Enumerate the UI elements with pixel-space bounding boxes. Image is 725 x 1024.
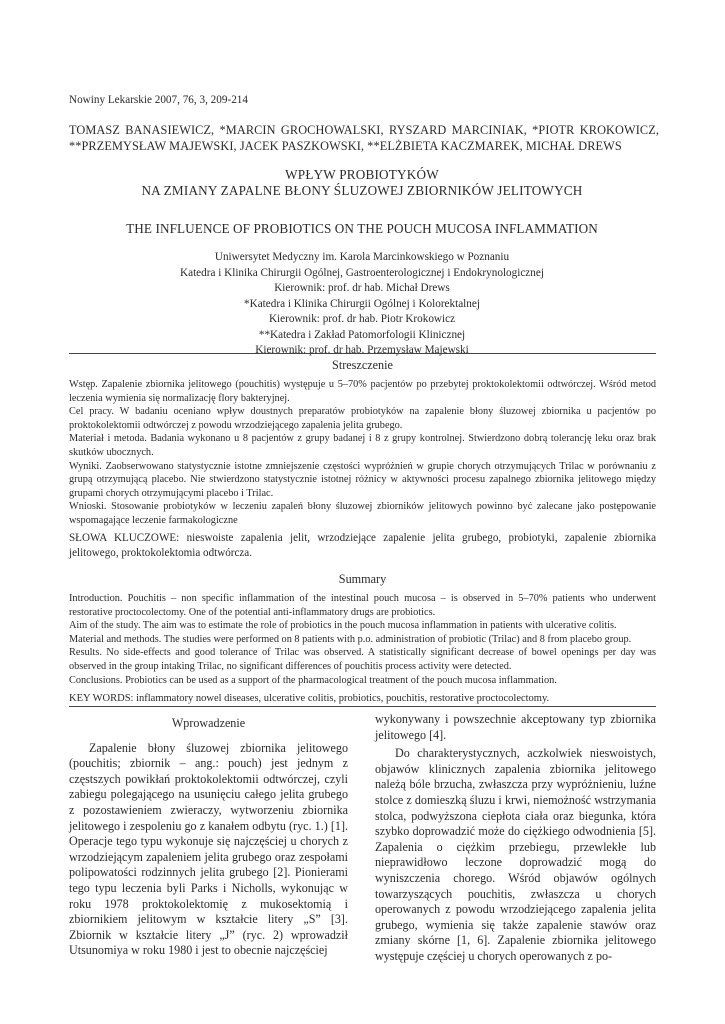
title-english: THE INFLUENCE OF PROBIOTICS ON THE POUCH MUCOSA INFLAMMATION [126, 221, 598, 236]
abstract-paragraph: Results. No side-effects and good tolerance of Trilac was observed. A statistically significant decrease of bowel openings per day was observed in the group intaking Trilac, no significant differences of pouchitis process activity were detected. [69, 647, 656, 672]
summary-heading: Summary [338, 572, 387, 586]
affiliation-line: Kierownik: prof. dr hab. Przemysław Majewski [255, 344, 469, 356]
polish-keywords: SŁOWA KLUCZOWE: nieswoiste zapalenia jelit, wrzodziejące zapalenie jelita grubego, probiotyki, zapalenie zbiornika jelitowego, proktokolektomia odtwórcza. [69, 532, 656, 559]
body-column-right [375, 712, 656, 965]
abstract-paragraph: Materiał i metoda. Badania wykonano u 8 pacjentów z grupy badanej i 8 z grupy kontrolnej. Stwierdzono dobrą tolerancję leku oraz brak skutków ubocznych. [69, 433, 656, 458]
streszczenie-heading: Streszczenie [332, 358, 393, 372]
affiliation-line: Katedra i Klinika Chirurgii Ogólnej, Gastroenterologicznej i Endokrynologicznej [180, 266, 544, 279]
affiliation-line: **Katedra i Zakład Patomorfologii Klinicznej [258, 328, 466, 341]
abstract-paragraph: Aim of the study. The aim was to estimate the role of probiotics in the pouch mucosa inflammation in patients with ulcerative colitis. [69, 620, 617, 632]
affiliation-line: Uniwersytet Medyczny im. Karola Marcinkowskiego w Poznaniu [214, 251, 510, 263]
title-polish-line-1: WPŁYW PROBIOTYKÓW [285, 167, 439, 182]
title-polish-line-2: NA ZMIANY ZAPALNE BŁONY ŚLUZOWEJ ZBIORNIKÓW JELITOWYCH [141, 183, 583, 198]
affiliations [69, 250, 655, 359]
author-list: TOMASZ BANASIEWICZ, *MARCIN GROCHOWALSKI, RYSZARD MARCINIAK, *PIOTR KROKOWICZ, **PRZEMYSŁAW MAJEWSKI, JACEK PASZKOWSKI, **ELŻBIETA KACZMAREK, MICHAŁ DREWS [69, 123, 659, 153]
affiliation-line: Kierownik: prof. dr hab. Michał Drews [274, 282, 450, 294]
summary-body [69, 592, 656, 687]
body-paragraph: Do charakterystycznych, aczkolwiek nieswoistych, objawów klinicznych zapalenia zbiornika jelitowego należą bóle brzucha, zwłaszcza przy wypróżnieniu, luźne stolce z domieszką śluzu i krwi, niemożność wstrzymania stolca, podwyższona ciepłota ciała oraz biegunka, która szybko doprowadzić może do ciężkiego odwodnienia [5]. Zapalenia o ciężkim przebiegu, przewlekłe lub nieprawidłowo leczone doprowadzić mogą do wyniszczenia chorego. Wśród objawów ogólnych towarzyszących pouchitis, zwłaszcza u chorych operowanych z powodu wrzodziejącego zapalenia jelita grubego, wymienia się także zapalenie stawów oraz zmiany skórne [1, 6]. Zapalenie zbiornika jelitowego występuje częściej u chorych operowanych z po- [375, 746, 656, 963]
abstract-paragraph: Material and methods. The studies were performed on 8 patients with p.o. administration of probiotic (Trilac) and 8 from placebo group. [69, 633, 632, 645]
body-column-left [69, 716, 348, 959]
abstract-paragraph: Cel pracy. W badaniu oceniano wpływ doustnych preparatów probiotyków na zapalenie błony śluzowej zbiornika u pacjentów po proktokolektomii odtwórczej z powodu wrzodziejącego zapalenia jelita grubego. [69, 406, 656, 431]
title-polish [69, 167, 655, 199]
divider [69, 353, 656, 354]
abstract-paragraph: Wnioski. Stosowanie probiotyków w leczeniu zapaleń błony śluzowej zbiorników jelitowych powinno być zalecane jako postępowanie wspomagające leczenie farmakologiczne [69, 501, 656, 526]
body-paragraph: Zapalenie błony śluzowej zbiornika jelitowego (pouchitis; zbiornik – ang.: pouch) jest jednym z częstszych powikłań proktokolektomii odtwórczej, czyli zabiegu polegającego na usunięciu całego jelita grubego z pozostawieniem zwieraczy, wytworzeniu zbiornika jelitowego i zespoleniu go z kanałem odbytu (ryc. 1.) [1]. Operacje tego typu wykonuje się najczęściej u chorych z wrzodziejącym zapaleniem jelita grubego oraz zespołami polipowatości rodzinnych jelita grubego [2]. Pionierami tego typu leczenia byli Parks i Nicholls, wykonując w roku 1978 proktokolektomię z mukosektomią i zbiornikiem jelitowym w kształcie litery „S” [3]. Zbiornik w kształcie litery „J” (ryc. 2) wprowadził Utsunomiya w roku 1980 i jest to obecnie najczęściej [69, 740, 348, 958]
affiliation-line: Kierownik: prof. dr hab. Piotr Krokowicz [268, 313, 456, 325]
streszczenie-body [69, 378, 656, 528]
abstract-paragraph: Wstęp. Zapalenie zbiornika jelitowego (pouchitis) występuje u 5–70% pacjentów po przebytej proktokolektomii odtwórczej. Wśród metod leczenia wymienia się normalizację flory bakteryjnej. [69, 379, 656, 404]
abstract-paragraph: Wyniki. Zaobserwowano statystycznie istotne zmniejszenie częstości wypróżnień w grupie chorych otrzymujących Trilac w porównaniu z grupą otrzymującą placebo. Nie stwierdzono statystycznie istotnej różnicy w aktywności procesu zapalnego zbiornika jelitowego między grupami chorych otrzymującymi placebo i Trilac. [69, 460, 656, 499]
section-heading: Wprowadzenie [171, 716, 246, 730]
affiliation-line: *Katedra i Klinika Chirurgii Ogólnej i Kolorektalnej [244, 297, 480, 310]
abstract-paragraph: Conclusions. Probiotics can be used as a support of the pharmacological treatment of the pouch mucosa inflammation. [69, 674, 557, 686]
journal-citation: Nowiny Lekarskie 2007, 76, 3, 209-214 [69, 94, 248, 106]
english-keywords: KEY WORDS: inflammatory nowel diseases, ulcerative colitis, probiotics, pouchitis, restorative proctocolectomy. [69, 693, 550, 704]
body-paragraph: wykonywany i powszechnie akceptowany typ zbiornika jelitowego [4]. [375, 712, 656, 742]
divider [69, 706, 656, 707]
abstract-paragraph: Introduction. Pouchitis – non specific inflammation of the intestinal pouch mucosa – is observed in 5–70% patients who underwent restorative proctocolectomy. One of the potential anti-inflammatory drugs are probiotics. [69, 593, 656, 618]
